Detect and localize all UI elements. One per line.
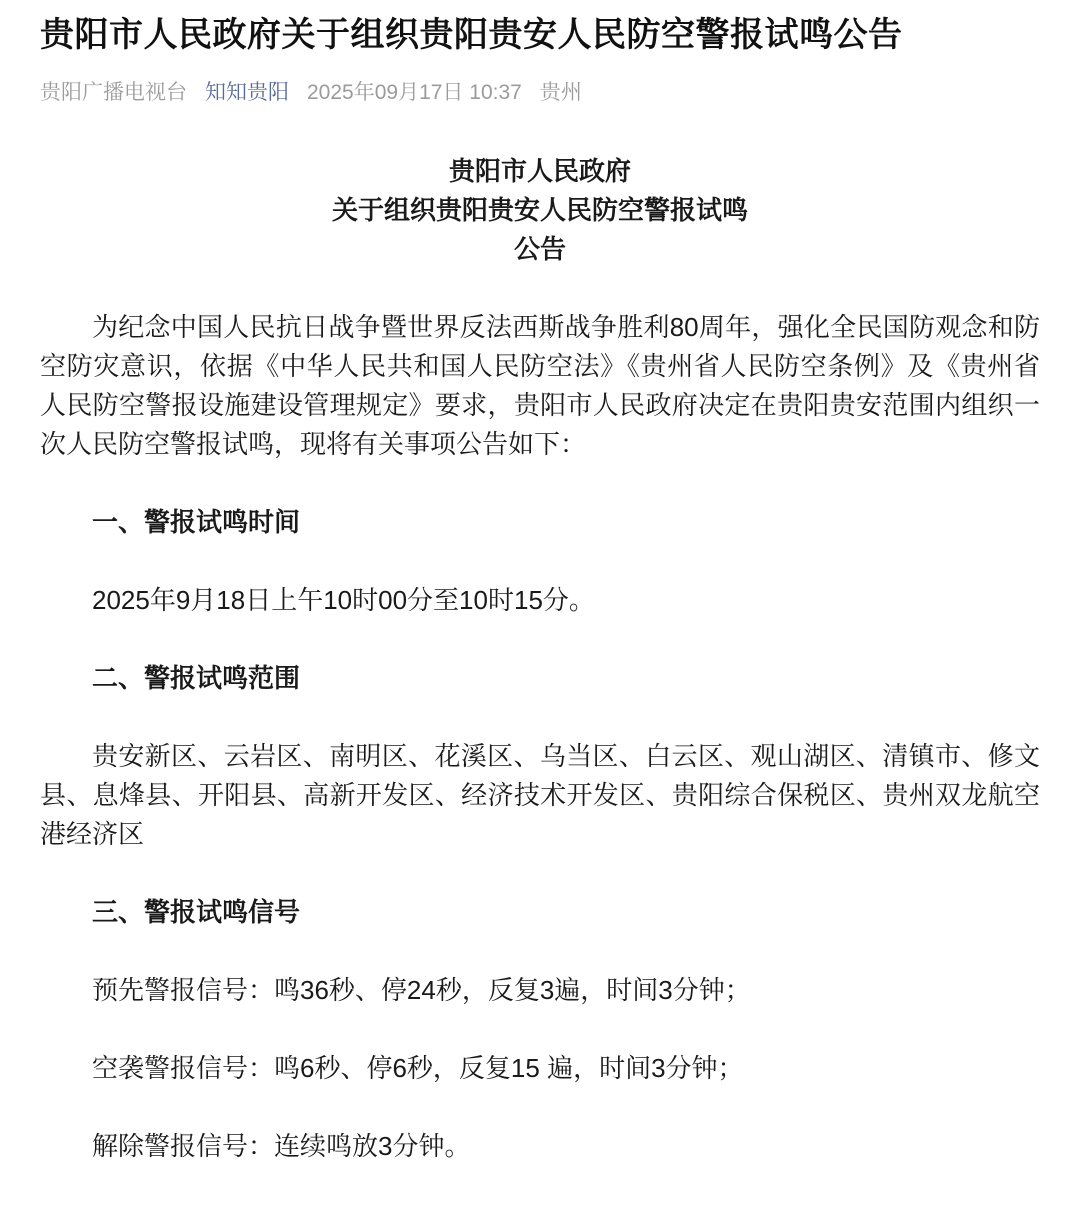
section-1-title: 一、警报试鸣时间	[92, 506, 301, 537]
signal-air-raid: 空袭警报信号：鸣6秒、停6秒，反复15 遍，时间3分钟；	[92, 1052, 744, 1083]
section-2-title: 二、警报试鸣范围	[92, 662, 301, 693]
section-2-body: 贵安新区、云岩区、南明区、花溪区、乌当区、白云区、观山湖区、清镇市、修文县、息烽县、开阳县、高新开发区、经济技术开发区、贵阳综合保税区、贵州双龙航空港经济区	[40, 740, 1040, 849]
document-heading-line-3: 公告	[513, 233, 566, 264]
byline-source: 贵阳广播电视台	[40, 80, 187, 104]
signal-all-clear: 解除警报信号：连续鸣放3分钟。	[92, 1130, 471, 1161]
document-heading-line-2: 关于组织贵阳贵安人民防空警报试鸣	[331, 194, 748, 225]
byline-account-link[interactable]: 知知贵阳	[205, 80, 289, 104]
document-heading-line-1: 贵阳市人民政府	[448, 155, 631, 186]
section-3-title: 三、警报试鸣信号	[92, 896, 301, 927]
article-body	[40, 152, 1040, 1166]
byline	[40, 80, 1040, 106]
signal-pre-alarm: 预先警报信号：鸣36秒、停24秒，反复3遍，时间3分钟；	[92, 974, 751, 1005]
byline-datetime: 2025年09月17日 10:37	[307, 80, 522, 104]
section-1-body: 2025年9月18日上午10时00分至10时15分。	[92, 584, 595, 615]
document-heading	[40, 152, 1040, 269]
intro-paragraph: 为纪念中国人民抗日战争暨世界反法西斯战争胜利80周年，强化全民国防观念和防空防灾意识，依据《中华人民共和国人民防空法》《贵州省人民防空条例》及《贵州省人民防空警报设施建设管理规定》要求，贵阳市人民政府决定在贵阳贵安范围内组织一次人民防空警报试鸣，现将有关事项公告如下：	[40, 311, 1040, 459]
page-title: 贵阳市人民政府关于组织贵阳贵安人民防空警报试鸣公告	[40, 16, 903, 54]
byline-location: 贵州	[539, 80, 582, 104]
